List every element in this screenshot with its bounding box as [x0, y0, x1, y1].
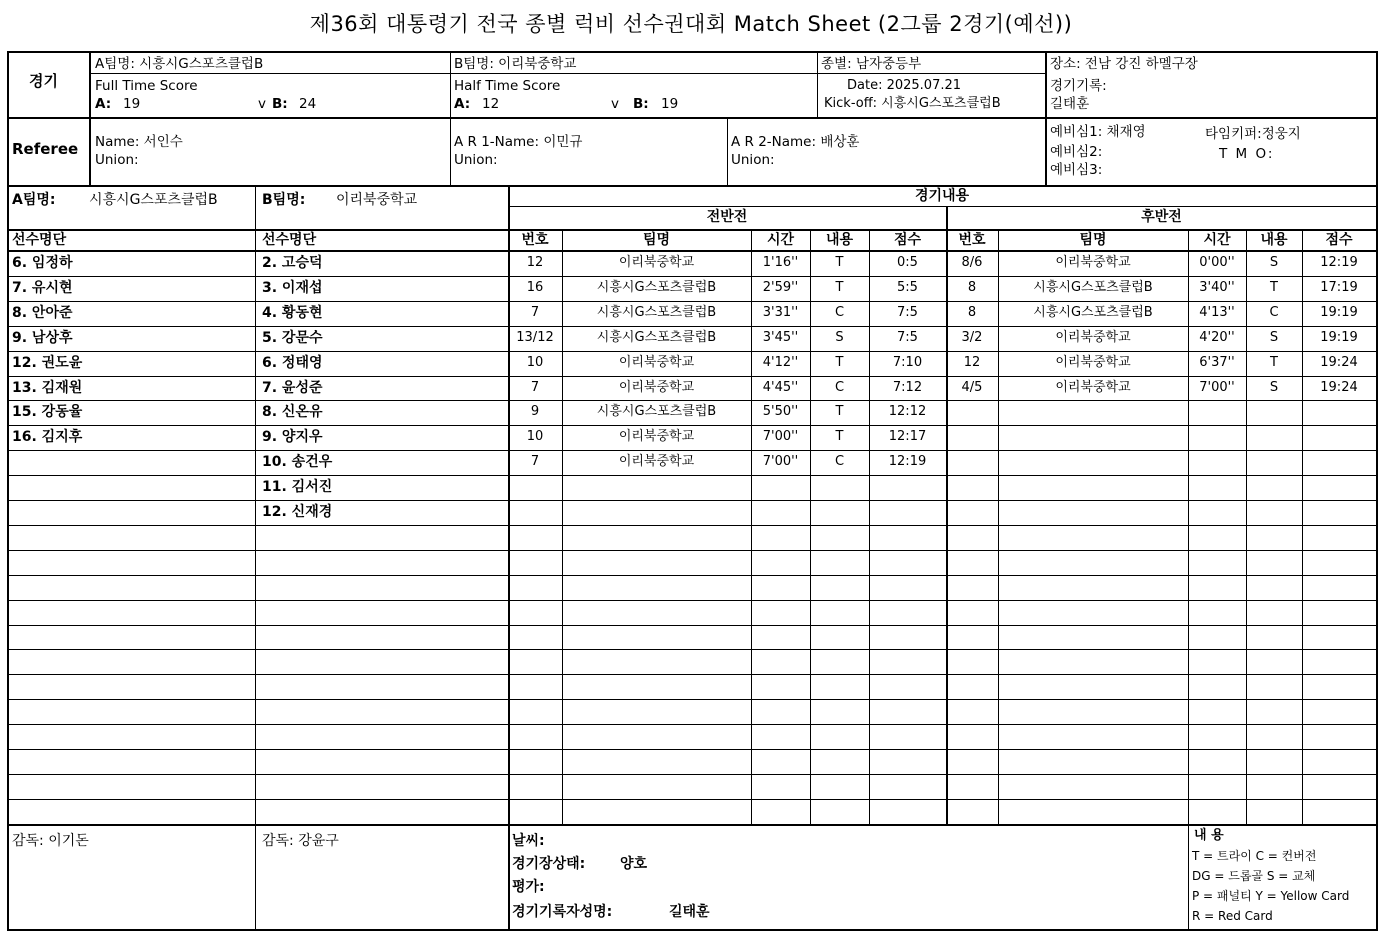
- referee-union: Union:: [95, 152, 139, 168]
- ar2-union: Union:: [731, 152, 775, 168]
- first-col-header: 시간: [766, 232, 795, 248]
- recorder-label: 경기기록:: [1050, 78, 1107, 94]
- first-cell: 7'00'': [762, 454, 799, 469]
- second-cell: 이리북중학교: [1055, 380, 1131, 395]
- writer-label: 경기기록자성명:: [512, 904, 613, 920]
- player-a: 12. 권도윤: [12, 355, 83, 371]
- timekeeper: 타임키퍼:정웅지: [1205, 126, 1301, 142]
- ground-value: 양호: [620, 856, 648, 872]
- page-title: 제36회 대통령기 전국 종별 럭비 선수권대회 Match Sheet (2그룹 2경기(예선)): [309, 12, 1073, 36]
- half-v: v: [611, 96, 619, 112]
- first-cell: 이리북중학교: [618, 380, 695, 395]
- reserve-referee-3: 예비심3:: [1050, 162, 1103, 178]
- first-cell: 시흥시G스포츠클럽B: [596, 305, 717, 320]
- venue: 장소: 전남 강진 하멜구장: [1050, 56, 1198, 72]
- half-b-label: B:: [633, 96, 649, 112]
- writer-name: 길태훈: [669, 904, 710, 920]
- first-half-header: 전반전: [706, 209, 748, 225]
- player-b: 12. 신재경: [262, 504, 333, 520]
- second-cell: 7'00'': [1199, 380, 1235, 395]
- ar1-name: A R 1-Name: 이민규: [454, 134, 583, 150]
- first-cell: C: [834, 380, 845, 395]
- grid-line: [9, 575, 1376, 576]
- player-a: 6. 임정하: [12, 255, 73, 271]
- first-cell: 이리북중학교: [618, 355, 695, 370]
- grid-line: [9, 525, 1376, 526]
- reserve-referee-2: 예비심2:: [1050, 144, 1103, 160]
- player-b: 3. 이재섭: [262, 280, 323, 296]
- grid-line: [9, 229, 1376, 231]
- half-b-score: 19: [661, 96, 679, 112]
- first-cell: 7: [530, 454, 540, 469]
- team-a-title: 시흥시G스포츠클럽B: [89, 192, 218, 208]
- referee-label: Referee: [12, 140, 79, 158]
- weather-label: 날씨:: [512, 833, 545, 849]
- grid-line: [9, 649, 1376, 650]
- grid-line: [9, 674, 1376, 675]
- first-cell: 10: [526, 429, 544, 444]
- grid-line: [9, 276, 1376, 277]
- second-cell: 3'40'': [1199, 280, 1235, 295]
- grid-line: [9, 250, 1376, 252]
- first-cell: 5:5: [897, 280, 918, 295]
- half-a-score: 12: [482, 96, 500, 112]
- player-a: 16. 김지후: [12, 429, 83, 445]
- second-cell: 19:19: [1320, 305, 1358, 320]
- first-cell: 시흥시G스포츠클럽B: [596, 330, 717, 345]
- legend-item: DG = 드롭골 S = 교체: [1192, 869, 1316, 883]
- second-cell: 12:19: [1320, 255, 1358, 270]
- match-sheet: [7, 51, 1378, 931]
- team-a-name: A팀명: 시흥시G스포츠클럽B: [95, 56, 264, 72]
- second-cell: 8/6: [961, 255, 983, 270]
- second-cell: 시흥시G스포츠클럽B: [1033, 280, 1153, 295]
- first-cell: 13/12: [516, 330, 554, 345]
- first-cell: T: [835, 280, 844, 295]
- first-cell: 10: [526, 355, 544, 370]
- kickoff: Kick-off: 시흥시G스포츠클럽B: [824, 96, 1001, 111]
- ar2-name: A R 2-Name: 배상훈: [731, 134, 860, 150]
- player-a: 13. 김재원: [12, 380, 83, 396]
- legend-title: 내 용: [1194, 828, 1224, 843]
- legend-item: T = 트라이 C = 컨버전: [1192, 849, 1317, 863]
- first-cell: 4'45'': [762, 380, 799, 395]
- reserve-referee-1: 예비심1: 채재영: [1050, 124, 1146, 140]
- second-cell: 19:24: [1320, 380, 1358, 395]
- grid-line: [255, 185, 256, 824]
- roster-header-b: 선수명단: [262, 232, 317, 248]
- first-cell: 7'00'': [762, 429, 799, 444]
- player-a: 7. 유시현: [12, 280, 73, 296]
- grid-line: [9, 351, 1376, 352]
- second-cell: 8: [967, 305, 977, 320]
- first-cell: 7: [530, 380, 540, 395]
- second-cell: 12: [963, 355, 981, 370]
- first-cell: 이리북중학교: [618, 454, 695, 469]
- grid-line: [508, 824, 510, 929]
- grid-line: [9, 376, 1376, 377]
- first-cell: 이리북중학교: [618, 255, 695, 270]
- division: 종별: 남자중등부: [821, 56, 922, 72]
- grid-line: [9, 400, 1376, 401]
- first-cell: 3'45'': [762, 330, 799, 345]
- first-cell: 4'12'': [762, 355, 799, 370]
- first-cell: 0:5: [897, 255, 918, 270]
- first-cell: 5'50'': [762, 404, 799, 419]
- second-cell: 4'20'': [1199, 330, 1235, 345]
- grid-line: [508, 206, 1376, 207]
- first-col-header: 번호: [521, 232, 549, 248]
- second-cell: 19:19: [1320, 330, 1358, 345]
- second-cell: T: [1270, 355, 1278, 370]
- second-col-header: 번호: [958, 232, 986, 248]
- full-v: v: [258, 96, 266, 112]
- second-cell: 시흥시G스포츠클럽B: [1033, 305, 1153, 320]
- first-cell: C: [834, 305, 845, 320]
- second-cell: 0'00'': [1199, 255, 1235, 270]
- legend-item: R = Red Card: [1192, 909, 1273, 923]
- first-cell: 12:12: [888, 404, 927, 419]
- second-cell: 19:24: [1320, 355, 1358, 370]
- first-col-header: 점수: [893, 232, 922, 248]
- second-cell: 이리북중학교: [1055, 255, 1131, 270]
- player-b: 7. 윤성준: [262, 380, 323, 396]
- team-b-name: B팀명: 이리북중학교: [454, 56, 577, 72]
- full-a-score: 19: [123, 96, 141, 112]
- grid-line: [9, 500, 1376, 501]
- first-col-header: 팀명: [642, 232, 671, 248]
- full-b-label: B:: [272, 96, 288, 112]
- grid-line: [9, 301, 1376, 302]
- first-cell: T: [835, 429, 844, 444]
- second-col-header: 팀명: [1079, 232, 1107, 248]
- half-time-label: Half Time Score: [454, 78, 561, 94]
- player-b: 4. 황동현: [262, 305, 323, 321]
- second-half-header: 후반전: [1141, 209, 1182, 225]
- grid-line: [9, 625, 1376, 626]
- first-cell: 12:17: [888, 429, 927, 444]
- grid-line: [9, 550, 1376, 551]
- game-label: 경기: [29, 72, 58, 90]
- grid-line: [9, 799, 1376, 800]
- first-cell: C: [834, 454, 845, 469]
- grid-line: [9, 724, 1376, 725]
- match-content-header: 경기내용: [914, 188, 970, 204]
- team-a-label: A팀명:: [12, 192, 56, 208]
- referee-name: Name: 서인수: [95, 134, 183, 150]
- second-cell: 6'37'': [1199, 355, 1235, 370]
- second-cell: 4/5: [961, 380, 983, 395]
- first-cell: 이리북중학교: [618, 429, 695, 444]
- roster-header-a: 선수명단: [12, 232, 67, 248]
- second-cell: S: [1269, 380, 1279, 395]
- tmo: T M O:: [1219, 146, 1275, 162]
- first-cell: 7: [530, 305, 540, 320]
- ground-label: 경기장상태:: [512, 856, 586, 872]
- player-b: 5. 강문수: [262, 330, 323, 346]
- coach-b: 감독: 강윤구: [262, 833, 339, 849]
- full-time-label: Full Time Score: [95, 78, 198, 94]
- first-cell: 16: [526, 280, 544, 295]
- second-cell: T: [1270, 280, 1278, 295]
- grid-line: [255, 824, 256, 929]
- first-cell: T: [835, 404, 844, 419]
- first-cell: 7:10: [892, 355, 923, 370]
- second-cell: S: [1269, 330, 1279, 345]
- second-col-header: 내용: [1260, 232, 1288, 248]
- second-cell: 이리북중학교: [1055, 330, 1131, 345]
- first-cell: 7:5: [897, 330, 918, 345]
- legend-item: P = 패널티 Y = Yellow Card: [1192, 889, 1350, 903]
- first-cell: 1'16'': [762, 255, 799, 270]
- first-cell: S: [835, 330, 844, 345]
- grid-line: [946, 206, 948, 824]
- first-cell: 12: [526, 255, 544, 270]
- first-cell: 12:19: [888, 454, 927, 469]
- player-b: 2. 고승덕: [262, 255, 323, 271]
- player-a: 8. 안아준: [12, 305, 73, 321]
- grid-line: [9, 824, 1376, 826]
- evaluation-label: 평가:: [512, 879, 545, 895]
- first-cell: 시흥시G스포츠클럽B: [596, 280, 717, 295]
- second-cell: 4'13'': [1199, 305, 1235, 320]
- first-col-header: 내용: [825, 232, 854, 248]
- grid-line: [9, 600, 1376, 601]
- full-a-label: A:: [95, 96, 112, 112]
- grid-line: [9, 749, 1376, 750]
- first-cell: 시흥시G스포츠클럽B: [596, 404, 717, 419]
- second-cell: 3/2: [961, 330, 983, 345]
- first-cell: T: [835, 355, 844, 370]
- first-cell: 3'31'': [762, 305, 799, 320]
- ar1-union: Union:: [454, 152, 498, 168]
- team-b-title: 이리북중학교: [336, 192, 418, 208]
- second-cell: 17:19: [1320, 280, 1358, 295]
- first-cell: 7:5: [897, 305, 918, 320]
- player-a: 9. 남상후: [12, 330, 73, 346]
- grid-line: [9, 425, 1376, 426]
- second-col-header: 시간: [1203, 232, 1231, 248]
- grid-line: [9, 326, 1376, 327]
- grid-line: [9, 450, 1376, 451]
- player-b: 10. 송건우: [262, 454, 333, 470]
- recorder-name: 길태훈: [1050, 96, 1090, 112]
- first-cell: 7:12: [892, 380, 923, 395]
- half-a-label: A:: [454, 96, 471, 112]
- second-cell: C: [1269, 305, 1279, 320]
- second-cell: 8: [967, 280, 977, 295]
- grid-line: [9, 475, 1376, 476]
- first-cell: T: [835, 255, 844, 270]
- second-col-header: 점수: [1325, 232, 1353, 248]
- player-a: 15. 강동율: [12, 404, 83, 420]
- grid-line: [1188, 824, 1189, 929]
- coach-a: 감독: 이기돈: [12, 833, 89, 849]
- match-date: Date: 2025.07.21: [847, 78, 962, 93]
- grid-line: [9, 774, 1376, 775]
- player-b: 6. 정태영: [262, 355, 323, 371]
- team-b-label: B팀명:: [262, 192, 306, 208]
- player-b: 9. 양지우: [262, 429, 323, 445]
- full-b-score: 24: [299, 96, 317, 112]
- second-cell: S: [1269, 255, 1279, 270]
- player-b: 11. 김서진: [262, 479, 333, 495]
- second-cell: 이리북중학교: [1055, 355, 1131, 370]
- grid-line: [9, 699, 1376, 700]
- player-b: 8. 신온유: [262, 404, 323, 420]
- first-cell: 9: [530, 404, 540, 419]
- first-cell: 2'59'': [762, 280, 799, 295]
